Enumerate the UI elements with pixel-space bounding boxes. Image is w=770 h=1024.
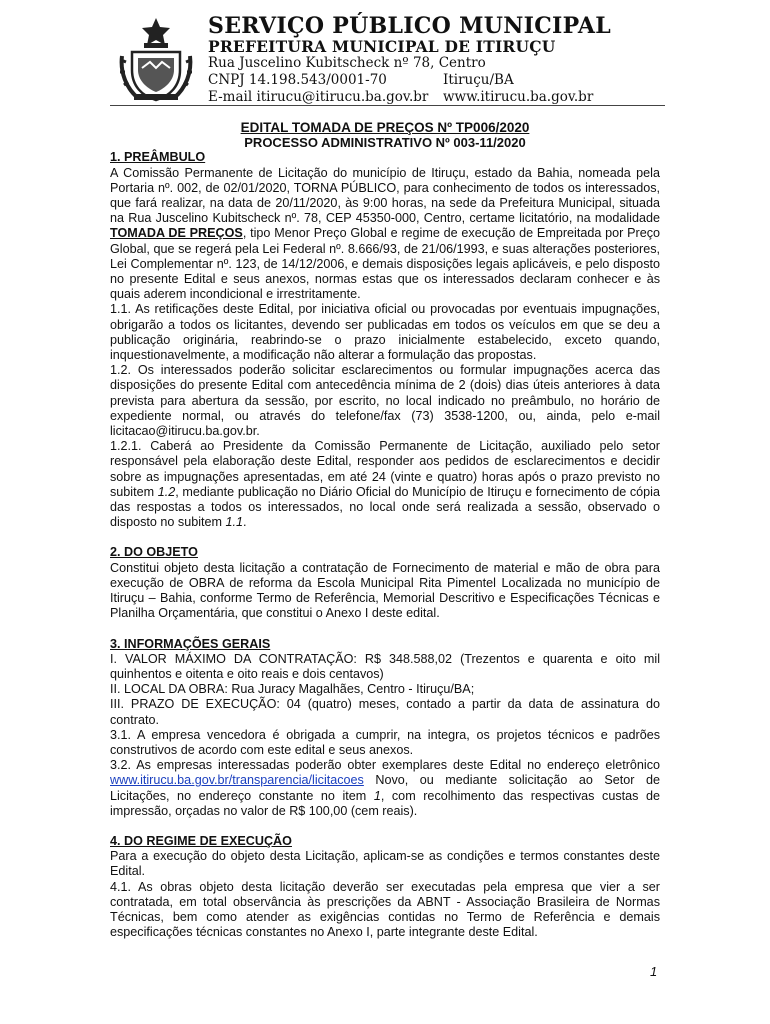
- paragraph-4-1: 4.1. As obras objeto desta licitação deverão ser executadas pela empresa que vier a ser contratada, em total observância às prescrições da ABNT - Associação Brasileira de Normas Técnicas, bem como atender as exigências contidas no Termo de Referência e demais especificações técnicas constantes no Anexo I, parte integrante deste Edital.: [110, 879, 660, 940]
- paragraph-regime: Para a execução do objeto desta Licitação, aplicam-se as condições e termos constantes deste Edital.: [110, 849, 660, 879]
- item-prazo-execucao: III. PRAZO DE EXECUÇÃO: 04 (quatro) meses, contado a partir da data de assinatura do contrato.: [110, 697, 660, 727]
- paragraph-objeto: Constitui objeto desta licitação a contratação de Fornecimento de material e mão de obra para execução de OBRA de reforma da Escola Municipal Rita Pimentel Localizada no município de Itiruçu – Bahia, conforme Termo de Referência, Memorial Descritivo e Especificações Técnicas e Planilha Orçamentária, que constitui o Anexo I deste edital.: [110, 560, 660, 621]
- letterhead-city: Itiruçu/BA: [443, 72, 514, 88]
- section-heading-objeto: 2. DO OBJETO: [110, 545, 198, 560]
- section-heading-preambulo: 1. PREÂMBULO: [110, 150, 206, 165]
- letterhead-cnpj: CNPJ 14.198.543/0001-70: [208, 72, 387, 88]
- municipal-coat-of-arms-icon: [118, 16, 194, 102]
- letterhead-website: www.itirucu.ba.gov.br: [443, 89, 594, 105]
- letterhead-title: SERVIÇO PÚBLICO MUNICIPAL: [208, 13, 611, 39]
- letterhead-address: Rua Juscelino Kubitscheck nº 78, Centro: [208, 55, 486, 71]
- paragraph-1-2: 1.2. Os interessados poderão solicitar esclarecimentos ou formular impugnações acerca das disposições do presente Edital com antecedência mínima de 2 (dois) dias úteis anteriores à data prevista para abertura da sessão, por escrito, no local indicado no preâmbulo, no horário de expediente normal, ou através do telefone/fax (73) 3538-1200, ou, ainda, pelo e-mail licitacao@itirucu.ba.gov.br.: [110, 363, 660, 439]
- paragraph-1-2-1: 1.2.1. Caberá ao Presidente da Comissão Permanente de Licitação, auxiliado pelo setor responsável pela elaboração deste Edital, responder aos pedidos de esclarecimentos e decidir sobre as impugnações apresentadas, em até 24 (vinte e quatro) horas após o prazo previsto no subitem 1.2, mediante publicação no Diário Oficial do Município de Itiruçu e fornecimento de cópia das respostas a todos os interessados, no local onde será realizada a sessão, observado o disposto no subitem 1.1.: [110, 439, 660, 530]
- process-number: PROCESSO ADMINISTRATIVO Nº 003-11/2020: [244, 135, 526, 151]
- spacer: [110, 819, 660, 834]
- section-heading-regime-execucao: 4. DO REGIME DE EXECUÇÃO: [110, 833, 292, 848]
- letterhead-email: E-mail itirucu@itirucu.ba.gov.br: [208, 89, 429, 105]
- letterhead-subtitle: PREFEITURA MUNICIPAL DE ITIRUÇU: [208, 37, 556, 56]
- page-number: 1: [650, 964, 658, 979]
- paragraph-1-1: 1.1. As retificações deste Edital, por iniciativa oficial ou provocadas por eventuais impugnações, obrigarão a todos os licitantes, devendo ser publicadas em todos os veículos em que se deu a publicação originária, reabrindo-se o prazo inicialmente estabelecido, exceto quando, inquestionavelmente, a modificação não alterar a formulação das propostas.: [110, 302, 660, 363]
- paragraph-3-1: 3.1. A empresa vencedora é obrigada a cumprir, na integra, os projetos técnicos e padrões construtivos de acordo com este edital e seus anexos.: [110, 727, 660, 757]
- spacer: [110, 622, 660, 637]
- paragraph-3-2: 3.2. As empresas interessadas poderão obter exemplares deste Edital no endereço eletrônico www.itirucu.ba.gov.br/transparencia/licitacoes Novo, ou mediante solicitação ao Setor de Licitações, no endereço constante no item 1, com recolhimento das respectivas custas de impressão, orçadas no valor de R$ 100,00 (cem reais).: [110, 758, 660, 818]
- letterhead: [118, 14, 663, 106]
- modalidade-emphasis: TOMADA DE PREÇOS: [110, 226, 243, 241]
- letterhead-divider: [110, 105, 665, 106]
- document-title: EDITAL TOMADA DE PREÇOS Nº TP006/2020: [240, 120, 530, 135]
- document-body: [110, 120, 660, 940]
- item-local-da-obra: II. LOCAL DA OBRA: Rua Juracy Magalhães, Centro - Itiruçu/BA;: [110, 682, 475, 697]
- letterhead-contact-row: [208, 89, 678, 106]
- item-valor-maximo: I. VALOR MÁXIMO DA CONTRATAÇÃO: R$ 348.588,02 (Trezentos e quarenta e oito mil quinhentos e oitenta e oito reais e dois centavos): [110, 651, 660, 681]
- transparency-link[interactable]: www.itirucu.ba.gov.br/transparencia/licitacoes: [110, 773, 364, 788]
- letterhead-cnpj-row: [208, 72, 678, 89]
- paragraph-preambulo: A Comissão Permanente de Licitação do município de Itiruçu, estado da Bahia, nomeada pela Portaria nº. 002, de 02/01/2020, TORNA PÚBLICO, para conhecimento de todos os interessados, que fará realizar, na data de 20/11/2020, às 9:00 horas, na sede da Prefeitura Municipal, situada na Rua Juscelino Kubitscheck nº. 78, CEP 45350-000, Centro, certame licitatório, na modalidade TOMADA DE PREÇOS, tipo Menor Preço Global e regime de execução de Empreitada por Preço Global, que se regerá pela Lei Federal nº. 8.666/93, de 21/06/1993, e suas alterações posteriores, Lei Complementar nº. 123, de 14/12/2006, e demais disposições legais aplicáveis, e pelo disposto no presente Edital e seus anexos, normas estas que os interessados declaram conhecer e às quais aderem incondicional e irrestritamente.: [110, 165, 661, 302]
- section-heading-informacoes-gerais: 3. INFORMAÇÕES GERAIS: [110, 636, 271, 651]
- spacer: [110, 530, 660, 545]
